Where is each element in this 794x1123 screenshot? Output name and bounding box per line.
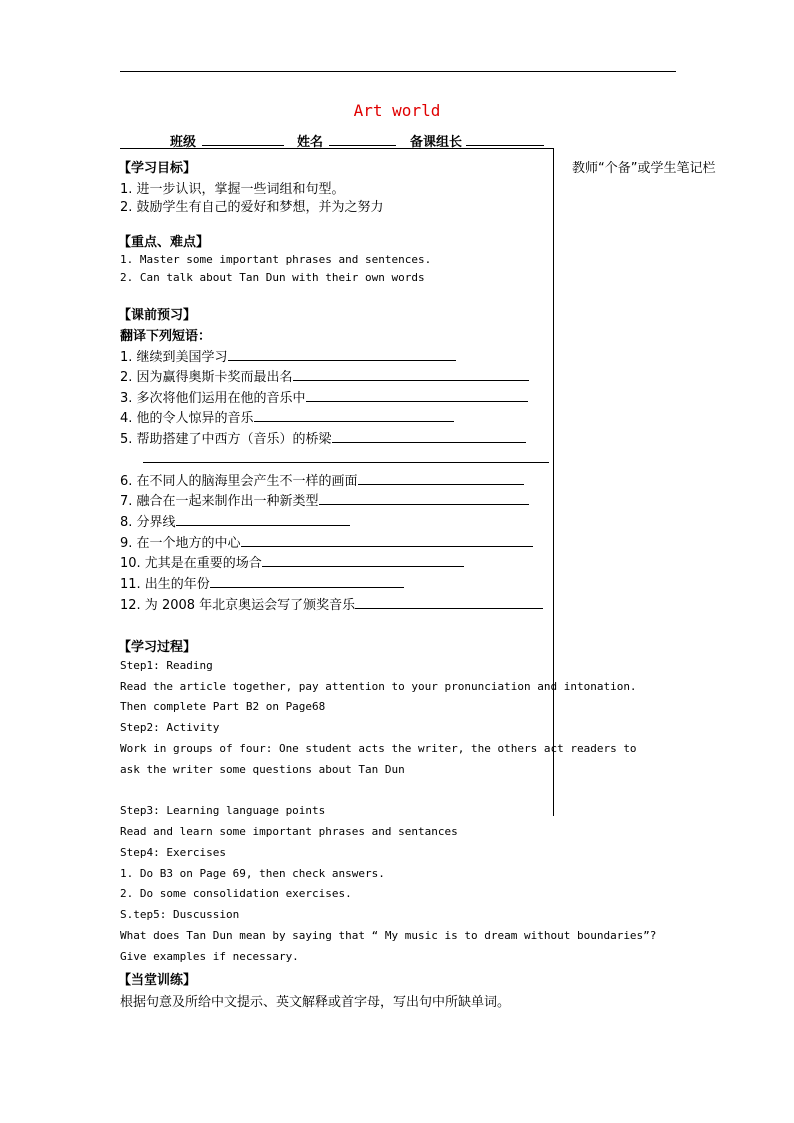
leader-label: 备课组长	[410, 135, 463, 150]
process-line: Step3: Learning language points	[120, 804, 326, 817]
process-line: Give examples if necessary.	[120, 950, 299, 963]
goal-item: 1. 进一步认识，掌握一些词组和句型。	[120, 182, 345, 197]
leader-field[interactable]	[466, 133, 544, 146]
process-line: Read and learn some important phrases and sentances	[120, 825, 458, 838]
keypoints-heading: 【重点、难点】	[118, 235, 210, 250]
preview-subheading: 翻译下列短语：	[120, 329, 212, 344]
header-rule	[120, 71, 676, 72]
answer-blank[interactable]	[241, 534, 533, 547]
phrase-item: 2. 因为赢得奥斯卡奖而最出名	[120, 366, 529, 385]
phrase-item: 1. 继续到美国学习	[120, 346, 456, 365]
answer-blank-continued[interactable]	[143, 462, 549, 463]
process-line: Step4: Exercises	[120, 846, 226, 859]
answer-blank[interactable]	[306, 389, 528, 402]
table-top-rule	[120, 148, 554, 149]
phrase-item: 3. 多次将他们运用在他的音乐中	[120, 387, 528, 406]
process-line: Step2: Activity	[120, 721, 220, 734]
phrase-item: 6. 在不同人的脑海里会产生不一样的画面	[120, 470, 524, 489]
answer-blank[interactable]	[293, 368, 529, 381]
process-line: 2. Do some consolidation exercises.	[120, 887, 352, 900]
process-line: What does Tan Dun mean by saying that “ My music is to dream without boundaries”?	[120, 929, 657, 942]
phrase-item: 5. 帮助搭建了中西方（音乐）的桥梁	[120, 428, 526, 447]
process-line: Then complete Part B2 on Page68	[120, 700, 326, 713]
page-title: Art world	[353, 101, 441, 120]
answer-blank[interactable]	[254, 409, 454, 422]
practice-heading: 【当堂训练】	[118, 973, 197, 988]
answer-blank[interactable]	[228, 348, 456, 361]
goals-heading: 【学习目标】	[118, 161, 197, 176]
notes-column-label: 教师“个备”或学生笔记栏	[572, 161, 716, 176]
answer-blank[interactable]	[319, 492, 529, 505]
phrase-item: 9. 在一个地方的中心	[120, 532, 533, 551]
class-field[interactable]	[202, 133, 284, 146]
phrase-item: 7. 融合在一起来制作出一种新类型	[120, 490, 529, 509]
process-line: 1. Do B3 on Page 69, then check answers.	[120, 867, 385, 880]
answer-blank[interactable]	[262, 554, 464, 567]
answer-blank[interactable]	[210, 575, 404, 588]
phrase-item: 12. 为 2008 年北京奥运会写了颁奖音乐	[120, 594, 543, 613]
process-line: Step1: Reading	[120, 659, 213, 672]
name-field[interactable]	[329, 133, 396, 146]
preview-heading: 【课前预习】	[118, 308, 197, 323]
process-heading: 【学习过程】	[118, 640, 197, 655]
practice-instruction: 根据句意及所给中文提示、英文解释或首字母，写出句中所缺单词。	[120, 995, 511, 1010]
phrase-item: 4. 他的令人惊异的音乐	[120, 407, 454, 426]
process-line: S.tep5: Duscussion	[120, 908, 240, 921]
process-line: Work in groups of four: One student acts the writer, the others act readers to	[120, 742, 637, 755]
keypoint-item: 1. Master some important phrases and sentences.	[120, 253, 432, 266]
goal-item: 2. 鼓励学生有自己的爱好和梦想，并为之努力	[120, 200, 384, 215]
keypoint-item: 2. Can talk about Tan Dun with their own words	[120, 271, 425, 284]
name-label: 姓名	[297, 135, 324, 150]
answer-blank[interactable]	[358, 472, 524, 485]
process-line: Read the article together, pay attention to your pronunciation and intonation.	[120, 680, 637, 693]
phrase-item: 11. 出生的年份	[120, 573, 404, 592]
notes-column-divider	[553, 148, 554, 816]
process-line: ask the writer some questions about Tan Dun	[120, 763, 405, 776]
phrase-item: 8. 分界线	[120, 511, 350, 530]
class-label: 班级	[170, 135, 197, 150]
answer-blank[interactable]	[332, 430, 526, 443]
phrase-item: 10. 尤其是在重要的场合	[120, 552, 464, 571]
answer-blank[interactable]	[176, 513, 350, 526]
answer-blank[interactable]	[355, 596, 543, 609]
